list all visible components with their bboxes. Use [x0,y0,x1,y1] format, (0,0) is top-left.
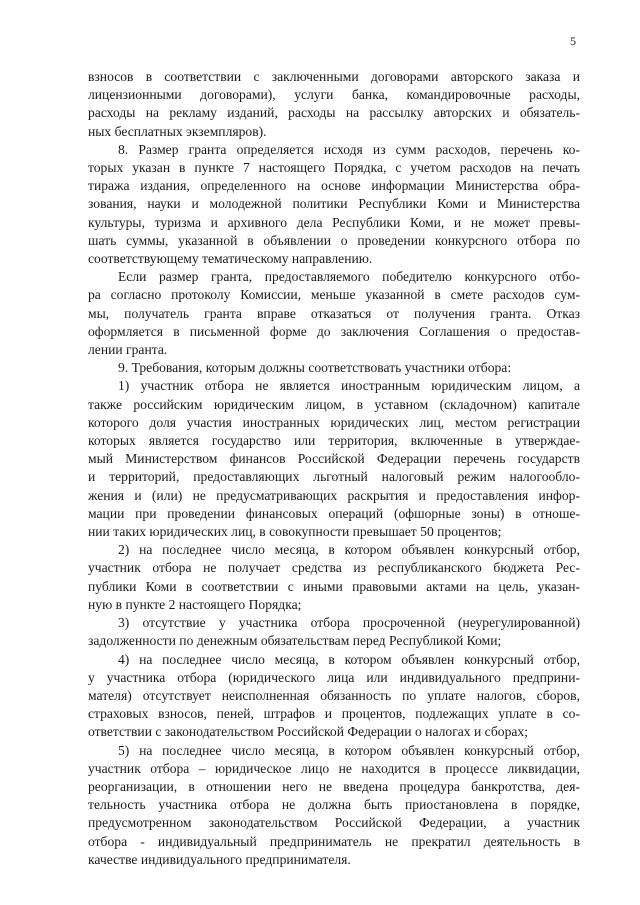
text-line: 1) участник отбора не является иностранным юридическим лицом, а [118,378,580,394]
text-line: оформляется в письменной форме до заключения Соглашения о предостав- [88,323,580,339]
text-line: тельность участника отбора не должна быть приостановлена в порядке, [88,797,580,813]
text-line: 3) отсутствие у участника отбора просроченной (неурегулированной) [118,615,580,631]
text-line: предусмотренном законодательством Российской Федерации, а участник [88,815,580,831]
text-line: шать суммы, указанной в объявлении о проведении конкурсного отбора по [88,232,580,248]
text-line: соответствующему тематическому направлению. [88,251,373,267]
text-line: мый Министерством финансов Российской Федерации перечень государств [88,451,580,467]
text-line: реорганизации, в отношении него не введена процедура банкротства, дея- [88,778,580,794]
text-line: тиража издания, определенного на основе информации Министерства обра- [88,178,580,194]
text-line: нии таких юридических лиц, в совокупности превышает 50 процентов; [88,524,502,540]
text-line: также российским юридическим лицом, в уставном (складочном) капитале [88,396,580,412]
text-line: ра согласно протоколу Комиссии, меньше указанной в смете расходов сум- [88,287,580,303]
text-line: и территорий, предоставляющих льготный налоговый режим налогообло- [88,469,580,485]
text-line: взносов в соответствии с заключенными договорами авторского заказа и [88,69,580,84]
text-line: качестве индивидуального предпринимателя. [88,851,351,867]
text-line: 9. Требования, которым должны соответствовать участники отбора: [118,360,512,376]
text-line: расходы на рекламу изданий, расходы на рассылку авторских и обязатель- [88,105,580,121]
text-line: 5) на последнее число месяца, в котором объявлен конкурсный отбор, [118,742,580,758]
text-line: мы, получатель гранта вправе отказаться от получения гранта. Отказ [88,305,580,321]
text-line: зования, науки и молодежной политики Республики Коми и Министерства [88,196,580,212]
text-line: торых указан в пункте 7 настоящего Порядка, с учетом расходов на печать [88,160,580,176]
text-line: задолженности по денежным обязательствам перед Республикой Коми; [88,633,502,649]
text-line: страховых взносов, пеней, штрафов и процентов, подлежащих уплате в со- [88,706,580,722]
text-line: 4) на последнее число месяца, в котором объявлен конкурсный отбор, [118,651,580,667]
text-line: ных бесплатных экземпляров). [88,123,267,139]
text-line: у участника отбора (юридического лица или индивидуального предприни- [88,669,580,685]
text-line: отбора - индивидуальный предприниматель не прекратил деятельность в [88,833,580,849]
text-line: Если размер гранта, предоставляемого победителю конкурсного отбо- [118,269,580,285]
text-line: ную в пункте 2 настоящего Порядка; [88,596,302,612]
text-line: 2) на последнее число месяца, в котором объявлен конкурсный отбор, [118,542,580,558]
text-line: участник отбора не получает средства из республиканского бюджета Рес- [88,560,580,576]
document-body [88,68,580,869]
text-line: лении гранта. [88,342,168,358]
text-line: публики Коми в соответствии с иными правовыми актами на цель, указан- [88,578,580,594]
text-line: лицензионными договорами), услуги банка, командировочные расходы, [88,87,580,103]
text-line: которого доля участия иностранных юридических лиц, местом регистрации [88,414,580,430]
text-line: мации при проведении финансовых операций (офшорные зоны) в отноше- [88,505,580,521]
page-number: 5 [570,34,576,48]
text-line: мателя) отсутствует неисполненная обязанность по уплате налогов, сборов, [88,687,580,703]
text-line: 8. Размер гранта определяется исходя из сумм расходов, перечень ко- [118,141,580,157]
text-line: которых является государство или территория, включенные в утверждае- [88,433,580,449]
text-line: культуры, туризма и архивного дела Республики Коми, и не может превы- [88,214,580,230]
text-line: жения и (или) не предусматривающих раскрытия и предоставления инфор- [88,487,580,503]
text-line: ответствии с законодательством Российской Федерации о налогах и сборах; [88,724,528,740]
text-line: участник отбора – юридическое лицо не находится в процессе ликвидации, [88,760,580,776]
